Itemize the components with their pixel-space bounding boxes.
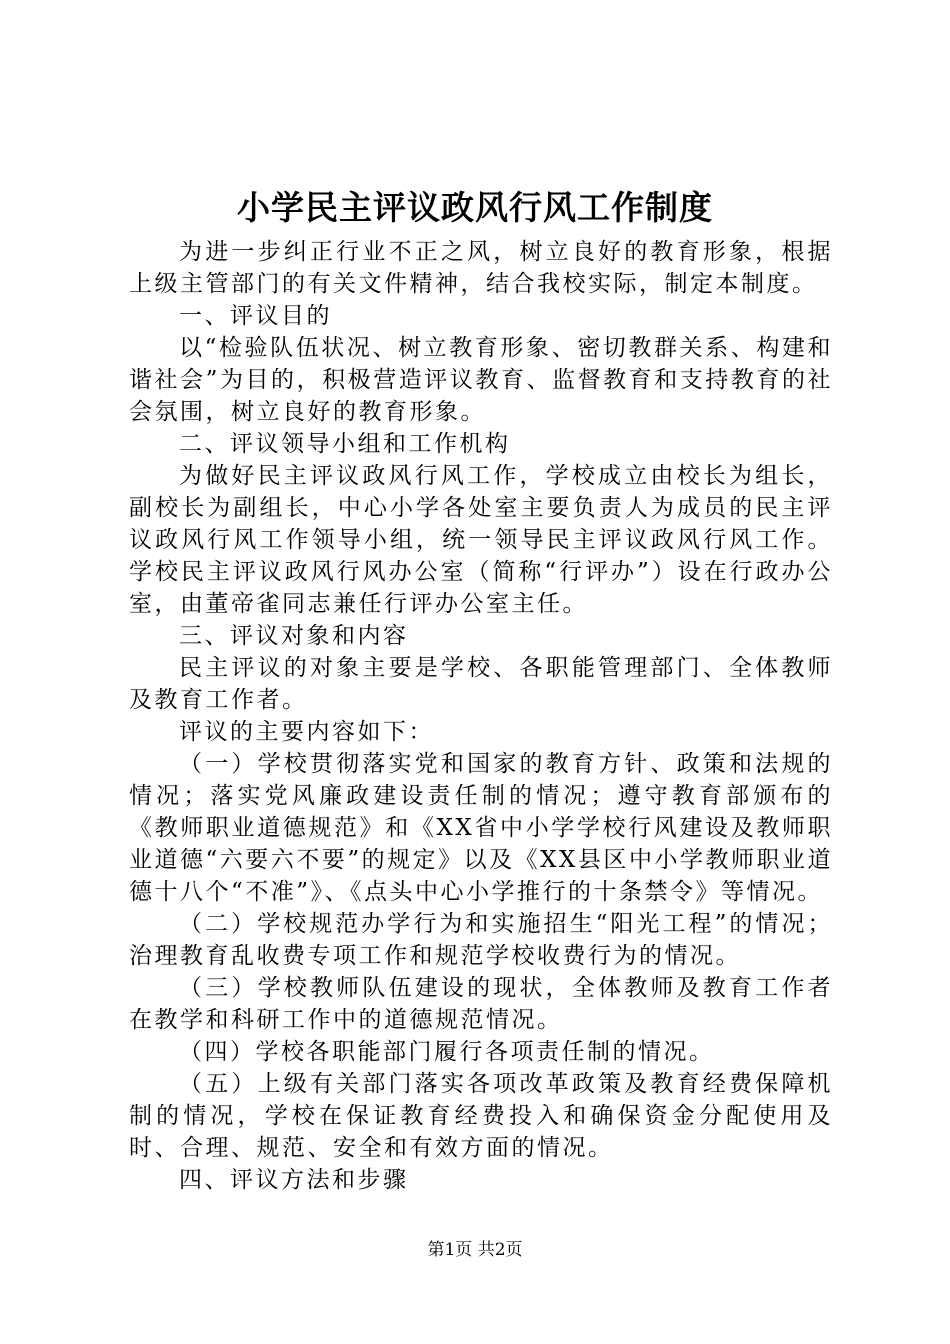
- document-title: 小学民主评议政风行风工作制度: [237, 188, 713, 227]
- section-heading-scope: 三、评议对象和内容: [179, 623, 409, 649]
- purpose-paragraph: 以“检验队伍状况、树立教育形象、密切教群关系、构建和谐社会”为目的，积极营造评议教育、监督教育和支持教育的社会氛围，树立良好的教育形象。: [129, 335, 833, 425]
- scope-paragraph: 民主评议的对象主要是学校、各职能管理部门、全体教师及教育工作者。: [129, 655, 833, 713]
- content-item-4: （四）学校各职能部门履行各项责任制的情况。: [179, 1039, 715, 1065]
- section-heading-purpose: 一、评议目的: [179, 303, 332, 329]
- content-item-5: （五）上级有关部门落实各项改革政策及教育经费保障机制的情况，学校在保证教育经费投入和确保资金分配使用及时、合理、规范、安全和有效方面的情况。: [129, 1071, 833, 1161]
- content-item-1: （一）学校贯彻落实党和国家的教育方针、政策和法规的情况；落实党风廉政建设责任制的情况；遵守教育部颁布的《教师职业道德规范》和《XX省中小学学校行风建设及教师职业道德“六要六不要”的规定》以及《XX县区中小学教师职业道德十八个“不准”》、《点头中心小学推行的十条禁令》等情况。: [129, 751, 833, 905]
- content-item-2: （二）学校规范办学行为和实施招生“阳光工程”的情况；治理教育乱收费专项工作和规范学校收费行为的情况。: [129, 911, 833, 969]
- content-intro-line: 评议的主要内容如下：: [179, 719, 434, 745]
- section-heading-leadership: 二、评议领导小组和工作机构: [179, 431, 511, 457]
- document-body: [129, 236, 833, 1196]
- section-heading-method: 四、评议方法和步骤: [179, 1167, 409, 1193]
- page-number-footer: 第1页 共2页: [427, 1240, 523, 1260]
- content-item-3: （三）学校教师队伍建设的现状，全体教师及教育工作者在教学和科研工作中的道德规范情况。: [129, 975, 833, 1033]
- intro-paragraph: 为进一步纠正行业不正之风，树立良好的教育形象，根据上级主管部门的有关文件精神，结合我校实际，制定本制度。: [129, 239, 833, 297]
- leadership-paragraph: 为做好民主评议政风行风工作，学校成立由校长为组长，副校长为副组长，中心小学各处室主要负责人为成员的民主评议政风行风工作领导小组，统一领导民主评议政风行风工作。学校民主评议政风行风办公室（简称“行评办”）设在行政办公室，由董帝雀同志兼任行评办公室主任。: [129, 463, 833, 617]
